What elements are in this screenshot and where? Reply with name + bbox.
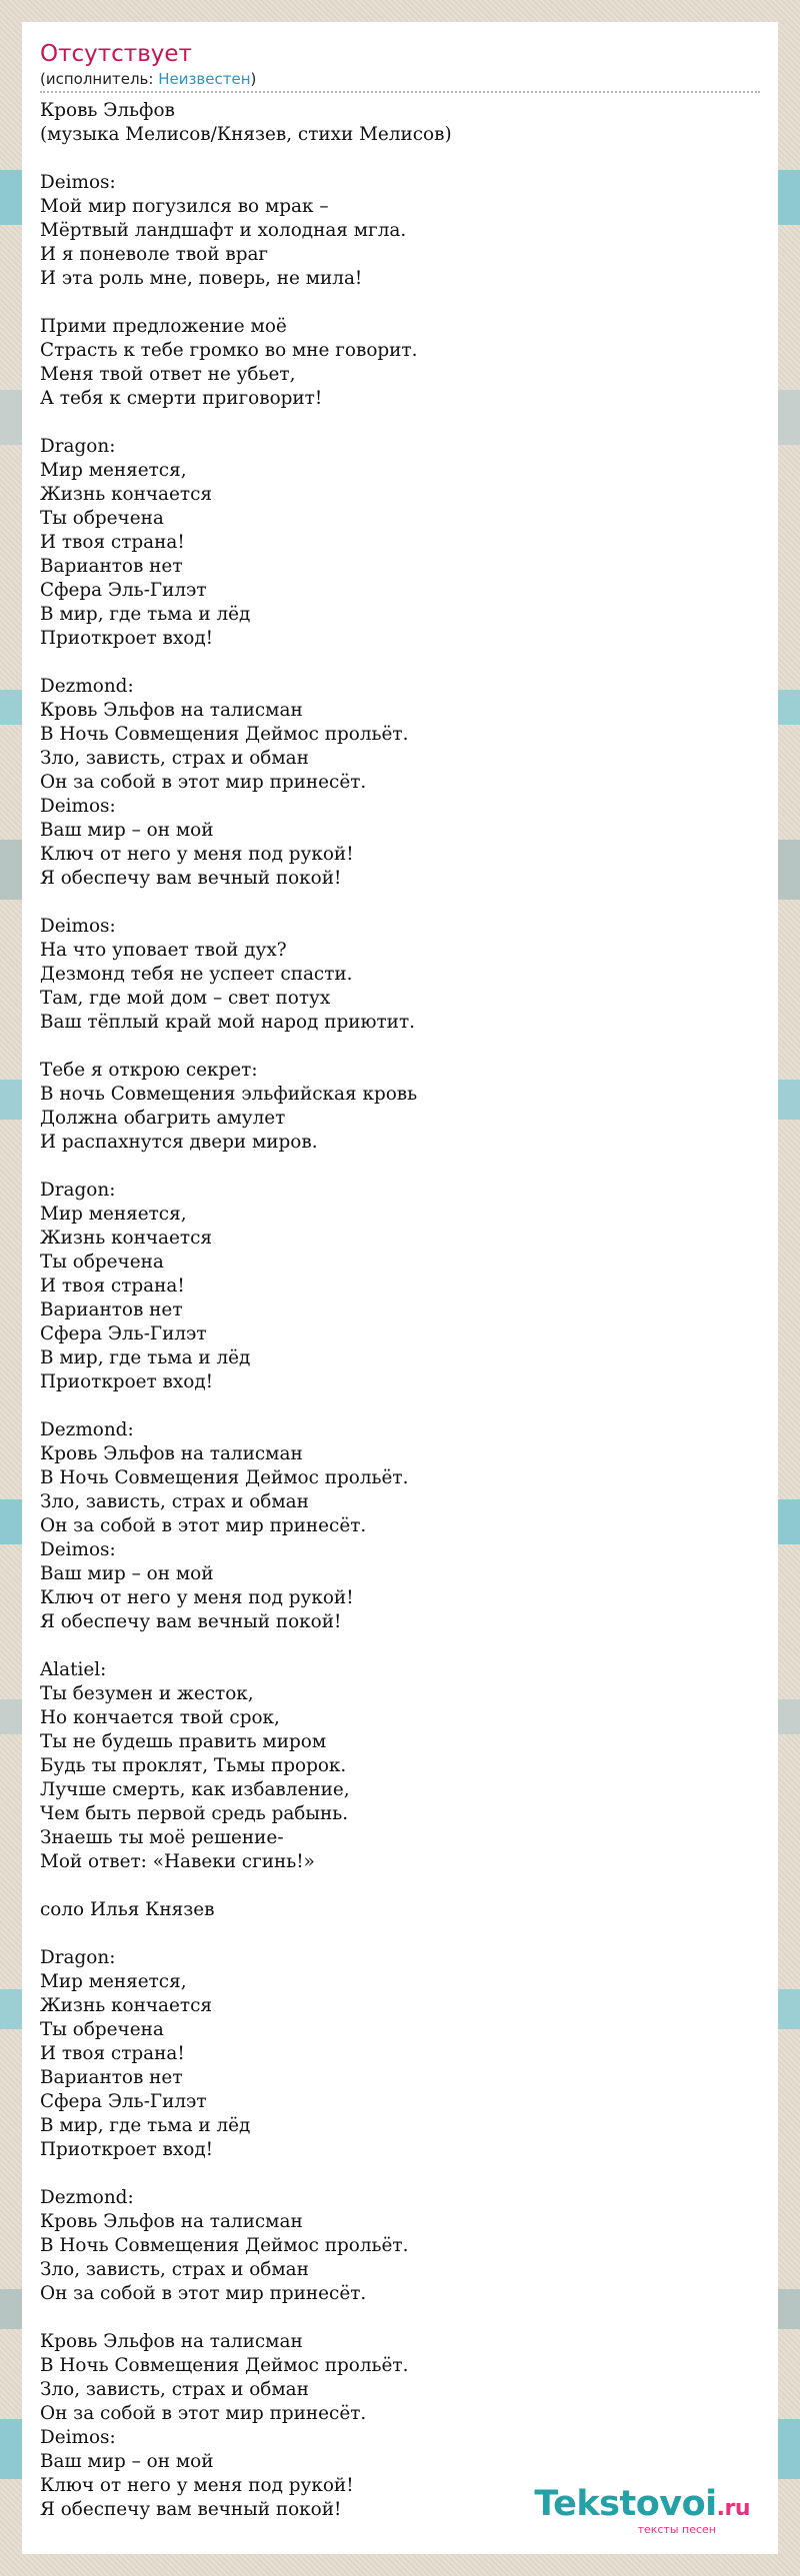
title-divider — [40, 91, 760, 93]
performer-suffix: ) — [250, 70, 257, 88]
logo-wordmark — [534, 2486, 750, 2527]
song-title: Отсутствует — [40, 41, 192, 67]
performer-line — [40, 70, 760, 88]
logo-name: Tekstovoi — [534, 2484, 717, 2524]
performer-prefix: (исполнитель: — [40, 70, 159, 88]
lyrics-card — [22, 22, 778, 2554]
performer-link[interactable]: Неизвестен — [158, 70, 251, 88]
site-logo[interactable] — [534, 2486, 750, 2536]
logo-tagline: тексты песен — [637, 2523, 716, 2536]
logo-domain: .ru — [716, 2496, 750, 2521]
lyrics-text: Кровь Эльфов (музыка Мелисов/Князев, стихи Мелисов) Deimos: Мой мир погузился во мрак – Мёртвый ландшафт и холодная мгла. И я поневоле твой враг И эта роль мне, поверь, не мила! Прими предложение моё Страсть к тебе громко во мне говорит. Меня твой ответ не убьет, А тебя к смерти приговорит! Dragon: Мир меняется, Жизнь кончается Ты обречена И твоя страна! Вариантов нет Сфера Эль-Гилэт В мир, где тьма и лёд Приоткроет вход! Dezmond: Кровь Эльфов на талисман В Ночь Совмещения Деймос прольёт. Зло, зависть, страх и обман Он за собой в этот мир принесёт. Deimos: Ваш мир – он мой Ключ от него у меня под рукой! Я обеспечу вам вечный покой! Deimos: На что уповает твой дух? Дезмонд тебя не успеет спасти. Там, где мой дом – свет потух Ваш тёплый край мой народ приютит. Тебе я открою секрет: В ночь Совмещения эльфийская кровь Должна обагрить амулет И распахнутся двери миров. Dragon: Мир меняется, Жизнь кончается Ты обречена И твоя страна! Вариантов нет Сфера Эль-Гилэт В мир, где тьма и лёд Приоткроет вход! Dezmond: Кровь Эльфов на талисман В Ночь Совмещения Деймос прольёт. Зло, зависть, страх и обман Он за собой в этот мир принесёт. Deimos: Ваш мир – он мой Ключ от него у меня под рукой! Я обеспечу вам вечный покой! Alatiel: Ты безумен и жесток, Но кончается твой срок, Ты не будешь править миром Будь ты проклят, Тьмы пророк. Лучше смерть, как избавление, Чем быть первой средь рабынь. Знаешь ты моё решение- Мой ответ: «Навеки сгинь!» соло Илья Князев Dragon: Мир меняется, Жизнь кончается Ты обречена И твоя страна! Вариантов нет Сфера Эль-Гилэт В мир, где тьма и лёд Приоткроет вход! Dezmond: Кровь Эльфов на талисман В Ночь Совмещения Деймос прольёт. Зло, зависть, страх и обман Он за собой в этот мир принесёт. Кровь Эльфов на талисман В Ночь Совмещения Деймос прольёт. Зло, зависть, страх и обман Он за собой в этот мир принесёт. Deimos: Ваш мир – он мой Ключ от него у меня под рукой! Я обеспечу вам вечный покой! — [40, 100, 452, 2520]
